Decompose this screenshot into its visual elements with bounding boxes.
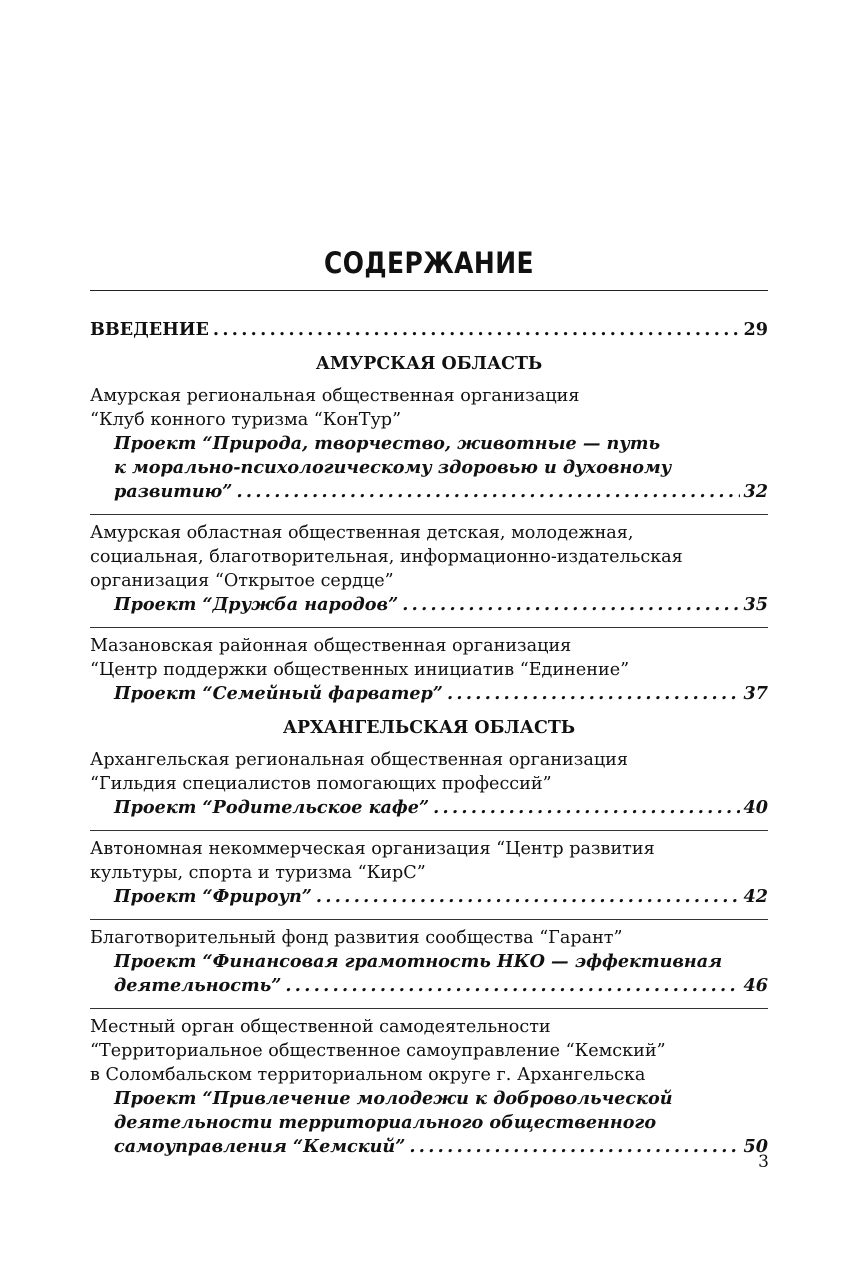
project-line: Проект “Родительское кафе” — [114, 797, 430, 818]
entry-page-number: 46 — [743, 975, 768, 996]
organization-line: “Гильдия специалистов помогающих профессий” — [90, 774, 552, 794]
dot-leader — [285, 974, 739, 998]
entry-page-number: 35 — [743, 594, 768, 615]
organization-line: “Клуб конного туризма “КонТур” — [90, 410, 402, 430]
project-line: самоуправления “Кемский” — [114, 1136, 406, 1157]
entry-page-number: 32 — [743, 481, 768, 502]
organization-line: Местный орган общественной самодеятельности — [90, 1017, 551, 1037]
toc-entry[interactable] — [90, 1015, 768, 1159]
dot-leader — [447, 682, 740, 706]
entry-separator — [90, 919, 768, 920]
dot-leader — [409, 1135, 739, 1159]
entry-separator — [90, 830, 768, 831]
entry-page-number: 40 — [743, 797, 768, 818]
project-last-line — [114, 974, 768, 998]
project-line: развитию” — [114, 481, 233, 502]
toc-entry[interactable] — [90, 384, 768, 504]
entry-page-number: 37 — [743, 683, 768, 704]
project-line: Проект “Финансовая грамотность НКО — эффективная — [114, 951, 723, 972]
intro-page: 29 — [743, 319, 768, 340]
dot-leader — [316, 885, 740, 909]
organization-line: социальная, благотворительная, информационно-издательская — [90, 547, 683, 567]
project-line: Проект “Привлечение молодежи к добровольческой — [114, 1088, 673, 1109]
organization-line: Автономная некоммерческая организация “Центр развития — [90, 839, 655, 859]
toc-entry[interactable] — [90, 521, 768, 617]
project-last-line — [114, 796, 768, 820]
project-line: Проект “Семейный фарватер” — [114, 683, 443, 704]
organization-line: организация “Открытое сердце” — [90, 571, 394, 591]
entry-page-number: 42 — [743, 886, 768, 907]
toc-entry[interactable] — [90, 634, 768, 706]
project-line: Проект “Дружба народов” — [114, 594, 399, 615]
intro-label: ВВЕДЕНИЕ — [90, 319, 209, 340]
organization-line: в Соломбальском территориальном округе г. Архангельска — [90, 1065, 646, 1085]
toc-entry[interactable] — [90, 837, 768, 909]
dot-leader — [213, 318, 740, 342]
page-title: СОДЕРЖАНИЕ — [324, 246, 534, 280]
title-rule — [90, 290, 768, 291]
organization-line: Мазановская районная общественная организация — [90, 636, 572, 656]
dot-leader — [236, 480, 739, 504]
project-line: к морально-психологическому здоровью и духовному — [114, 457, 672, 478]
project-title — [90, 1087, 768, 1159]
region-heading: АРХАНГЕЛЬСКАЯ ОБЛАСТЬ — [282, 718, 576, 738]
project-last-line — [114, 682, 768, 706]
project-title — [90, 682, 768, 706]
organization-line: Амурская областная общественная детская, молодежная, — [90, 523, 634, 543]
organization-line: культуры, спорта и туризма “КирС” — [90, 863, 426, 883]
table-of-contents — [90, 318, 768, 1159]
project-line: деятельность” — [114, 975, 282, 996]
region-heading: АМУРСКАЯ ОБЛАСТЬ — [315, 354, 543, 374]
project-title — [90, 885, 768, 909]
organization-line: “Центр поддержки общественных инициатив “Единение” — [90, 660, 630, 680]
toc-entry[interactable] — [90, 748, 768, 820]
organization-line: Архангельская региональная общественная организация — [90, 750, 628, 770]
project-line: деятельности территориального общественного — [114, 1112, 657, 1133]
dot-leader — [433, 796, 739, 820]
project-last-line — [114, 885, 768, 909]
project-line: Проект “Природа, творчество, животные — путь — [114, 433, 661, 454]
entry-separator — [90, 627, 768, 628]
entry-separator — [90, 1008, 768, 1009]
toc-page — [90, 0, 768, 1269]
project-line: Проект “Фрироуп” — [114, 886, 312, 907]
project-title — [90, 796, 768, 820]
project-title — [90, 593, 768, 617]
toc-entry-intro[interactable] — [90, 318, 768, 342]
entry-page-number: 50 — [743, 1136, 768, 1157]
project-last-line — [114, 593, 768, 617]
dot-leader — [402, 593, 739, 617]
organization-line: Амурская региональная общественная организация — [90, 386, 580, 406]
project-title — [90, 950, 768, 998]
project-last-line — [114, 1135, 768, 1159]
project-title — [90, 432, 768, 504]
toc-entry[interactable] — [90, 926, 768, 998]
page-number: 3 — [758, 1152, 769, 1172]
organization-line: Благотворительный фонд развития сообщества “Гарант” — [90, 928, 623, 948]
project-last-line — [114, 480, 768, 504]
organization-line: “Территориальное общественное самоуправление “Кемский” — [90, 1041, 666, 1061]
entry-separator — [90, 514, 768, 515]
